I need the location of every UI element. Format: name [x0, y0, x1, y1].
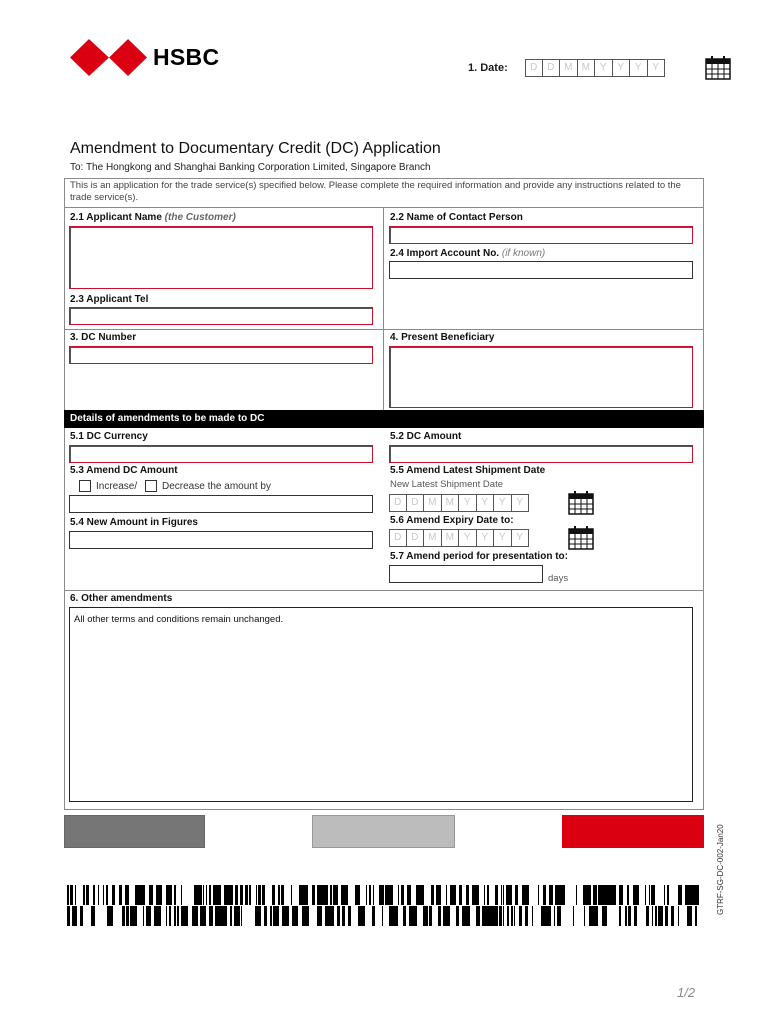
- latest-shipment-date-input[interactable]: [389, 494, 529, 512]
- date-digit[interactable]: D: [389, 529, 407, 547]
- addressee-line: To: The Hongkong and Shanghai Banking Corporation Limited, Singapore Branch: [70, 162, 431, 173]
- calendar-icon[interactable]: [705, 55, 731, 80]
- dc-amount-field[interactable]: [389, 445, 693, 463]
- dc-amount-label: 5.2 DC Amount: [390, 431, 462, 442]
- presentation-period-unit: days: [548, 573, 569, 584]
- date-digit[interactable]: Y: [613, 59, 631, 77]
- date-digit[interactable]: Y: [512, 494, 530, 512]
- new-amount-label: 5.4 New Amount in Figures: [70, 517, 198, 528]
- date-digit[interactable]: D: [407, 494, 425, 512]
- date-digit[interactable]: Y: [630, 59, 648, 77]
- date-digit[interactable]: M: [578, 59, 596, 77]
- decrease-checkbox-label: Decrease the amount by: [162, 481, 271, 492]
- import-account-field[interactable]: [389, 261, 693, 279]
- applicant-tel-field[interactable]: [69, 307, 373, 325]
- other-amendments-label: 6. Other amendments: [70, 593, 173, 604]
- date-digit[interactable]: Y: [494, 494, 512, 512]
- applicant-tel-label: 2.3 Applicant Tel: [70, 294, 149, 305]
- date-digit[interactable]: D: [389, 494, 407, 512]
- applicant-name-label: 2.1 Applicant Name (the Customer): [70, 212, 236, 223]
- light-action-button[interactable]: [312, 815, 455, 848]
- dc-currency-label: 5.1 DC Currency: [70, 431, 148, 442]
- hsbc-hexagon-logo-icon: [70, 39, 147, 76]
- other-amendments-field[interactable]: [69, 607, 693, 802]
- expiry-date-input[interactable]: [389, 529, 529, 547]
- form-title: Amendment to Documentary Credit (DC) Application: [70, 140, 441, 157]
- applicant-name-field[interactable]: [69, 226, 373, 289]
- dc-number-label: 3. DC Number: [70, 332, 137, 343]
- dc-number-field[interactable]: [69, 346, 373, 364]
- date-digit[interactable]: M: [424, 529, 442, 547]
- barcode-image: [67, 885, 701, 926]
- contact-person-field[interactable]: [389, 226, 693, 244]
- calendar-icon[interactable]: [568, 525, 594, 550]
- divider: [64, 329, 704, 330]
- date-digit[interactable]: D: [525, 59, 543, 77]
- latest-shipment-label: 5.5 Amend Latest Shipment Date: [390, 465, 546, 476]
- presentation-period-label: 5.7 Amend period for presentation to:: [390, 551, 568, 562]
- date-digit[interactable]: M: [560, 59, 578, 77]
- date-digit[interactable]: M: [442, 494, 460, 512]
- form-intro: This is an application for the trade service(s) specified below. Please complete the required information and provide any instructions related to the trade service(s).: [70, 180, 681, 203]
- date-digit[interactable]: D: [407, 529, 425, 547]
- expiry-date-label: 5.6 Amend Expiry Date to:: [390, 515, 514, 526]
- present-beneficiary-label: 4. Present Beneficiary: [390, 332, 495, 343]
- form-code: GTRF-SG-DC-002-Jan20: [716, 824, 725, 915]
- amend-amount-field[interactable]: [69, 495, 373, 513]
- other-amendments-text: All other terms and conditions remain unchanged.: [74, 614, 284, 625]
- date-digit[interactable]: M: [442, 529, 460, 547]
- amendments-section-header: Details of amendments to be made to DC: [64, 410, 704, 428]
- date-digit[interactable]: Y: [595, 59, 613, 77]
- dc-currency-field[interactable]: [69, 445, 373, 463]
- present-beneficiary-field[interactable]: [389, 346, 693, 408]
- date-input[interactable]: [525, 59, 665, 77]
- date-label: 1. Date:: [468, 62, 508, 74]
- increase-checkbox-label: Increase/: [96, 481, 138, 492]
- contact-person-label: 2.2 Name of Contact Person: [390, 212, 523, 223]
- new-amount-field[interactable]: [69, 531, 373, 549]
- date-digit[interactable]: D: [543, 59, 561, 77]
- date-digit[interactable]: Y: [459, 494, 477, 512]
- page-number: 1/2: [677, 985, 696, 1000]
- amend-dc-amount-label: 5.3 Amend DC Amount: [70, 465, 178, 476]
- import-account-label: 2.4 Import Account No. (if known): [390, 248, 546, 259]
- presentation-period-field[interactable]: [389, 565, 543, 583]
- increase-checkbox[interactable]: [79, 480, 91, 492]
- date-digit[interactable]: Y: [648, 59, 666, 77]
- divider: [64, 590, 704, 591]
- decrease-checkbox[interactable]: [145, 480, 157, 492]
- date-digit[interactable]: Y: [494, 529, 512, 547]
- date-digit[interactable]: Y: [477, 529, 495, 547]
- calendar-icon[interactable]: [568, 490, 594, 515]
- date-digit[interactable]: Y: [477, 494, 495, 512]
- date-digit[interactable]: Y: [459, 529, 477, 547]
- date-digit[interactable]: Y: [512, 529, 530, 547]
- divider: [64, 207, 704, 208]
- latest-shipment-sublabel: New Latest Shipment Date: [390, 479, 504, 490]
- brand-name: HSBC: [153, 44, 220, 70]
- red-action-button[interactable]: [562, 815, 704, 848]
- dark-action-button[interactable]: [64, 815, 205, 848]
- divider: [383, 207, 384, 410]
- date-digit[interactable]: M: [424, 494, 442, 512]
